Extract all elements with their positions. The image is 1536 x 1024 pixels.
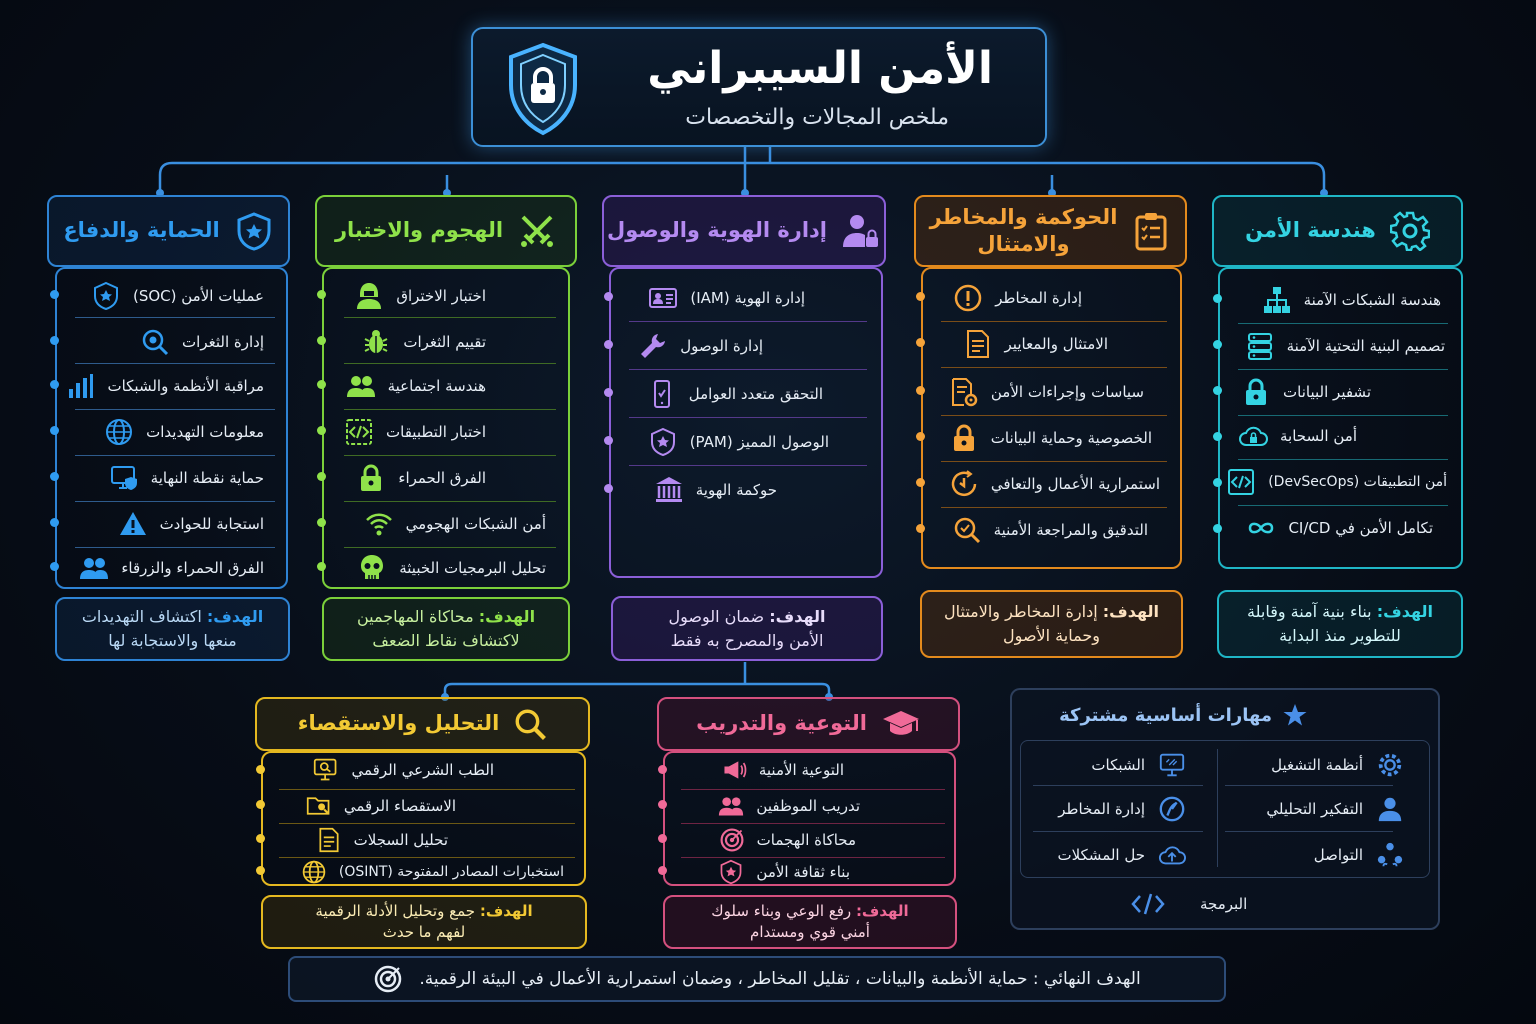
document-gear-icon (949, 377, 979, 407)
title-box (471, 27, 1047, 147)
document-icon (963, 329, 993, 359)
section-header-protection (47, 195, 290, 267)
target-icon (373, 964, 403, 994)
magnifier-icon (513, 707, 547, 741)
users-icon (718, 793, 744, 819)
list-item: التوعية الأمنية (721, 757, 844, 783)
section-header-engineering (1212, 195, 1463, 267)
section-header-identity (602, 195, 886, 267)
server-stack-icon (1245, 331, 1275, 361)
clipboard-checklist-icon (1131, 211, 1171, 251)
list-item: الوصول المميز (PAM) (648, 427, 829, 457)
cloud-upload-icon (1157, 841, 1187, 869)
list-item: محاكاة الهجمات (719, 827, 856, 853)
list-item: عمليات الأمن (SOC) (91, 281, 264, 311)
list-item: تشفير البيانات (1241, 377, 1371, 407)
section-list-protection (55, 267, 288, 589)
section-title-offense: الهجوم والاختبار (334, 218, 504, 243)
wifi-icon (364, 509, 394, 539)
goal-box-protection: الهدف: اكتشاف التهديدات منعها والاستجابة لها (55, 597, 290, 661)
list-item: تصميم البنية التحتية الآمنة (1245, 331, 1445, 361)
section-list-forensics (261, 751, 586, 886)
section-header-awareness (657, 697, 960, 751)
list-item: تحليل السجلات (316, 827, 448, 853)
user-icon (1375, 795, 1405, 823)
log-file-icon (316, 827, 342, 853)
list-item: بناء ثقافة الأمن (718, 859, 850, 885)
goal-box-identity: الهدف: ضمان الوصول الأمن والمصرح به فقط (611, 596, 883, 661)
folder-search-icon (306, 793, 332, 819)
magnifier-check-icon (952, 515, 982, 545)
code-brackets-icon (1130, 890, 1166, 918)
magnifier-bug-icon (140, 327, 170, 357)
list-item: الطب الشرعي الرقمي (313, 757, 494, 783)
list-item: إدارة المخاطر (953, 283, 1082, 313)
list-item: إدارة الهوية (IAM) (648, 283, 805, 313)
list-item: مراقبة الأنظمة والشبكات (65, 371, 264, 401)
section-title-governance: الحوكمة والمخاطر والامتثال (929, 204, 1118, 256)
skill-item: التواصل (1314, 841, 1405, 869)
bug-icon (361, 327, 391, 357)
lock-icon (356, 463, 386, 493)
goal-box-forensics: الهدف: جمع وتحليل الأدلة الرقمية لفهم ما حدث (261, 895, 587, 949)
crossed-swords-icon (517, 211, 557, 251)
megaphone-icon (721, 757, 747, 783)
skull-icon (357, 553, 387, 583)
monitor-search-icon (313, 757, 339, 783)
list-item: تكامل الأمن في CI/CD (1246, 513, 1433, 543)
users-icon (79, 553, 109, 583)
section-title-identity: إدارة الهوية والوصول (607, 218, 827, 243)
list-item: تدريب الموظفين (718, 793, 860, 819)
page-title: الأمن السيبراني (647, 43, 993, 94)
list-item: الامتثال والمعايير (963, 329, 1108, 359)
globe-icon (301, 859, 327, 885)
list-item: استخبارات المصادر المفتوحة (OSINT) (301, 859, 564, 885)
bar-chart-icon (65, 371, 95, 401)
code-icon (344, 417, 374, 447)
goal-box-engineering: الهدف: بناء بنية آمنة وقابلة للتطوير منذ البداية (1217, 590, 1463, 658)
list-item: الفرق الحمراء والزرقاء (79, 553, 264, 583)
list-item: الفرق الحمراء (356, 463, 486, 493)
lock-icon (949, 423, 979, 453)
shield-star-icon (234, 211, 274, 251)
institution-icon (654, 475, 684, 505)
section-list-governance (921, 267, 1182, 569)
skill-item: أنظمة التشغيل (1271, 751, 1405, 779)
goal-box-governance: الهدف: إدارة المخاطر والامتثال وحماية الأصول (920, 590, 1183, 658)
gear-icon (1375, 751, 1405, 779)
skills-title: مهارات أساسية مشتركة (1059, 702, 1308, 728)
list-item: أمن السحابة (1238, 421, 1357, 451)
list-item: تحليل البرمجيات الخبيثة (357, 553, 546, 583)
list-item: أمن التطبيقات (DevSecOps) (1226, 467, 1447, 497)
skill-item: إدارة المخاطر (1058, 795, 1187, 823)
list-item: استجابة للحوادث (118, 509, 264, 539)
goal-box-awareness: الهدف: رفع الوعي وبناء سلوك أمني قوي ومستدام (663, 895, 957, 949)
shield-star-icon (648, 427, 678, 457)
list-item: التدقيق والمراجعة الأمنية (952, 515, 1148, 545)
section-list-engineering (1218, 267, 1463, 569)
list-item: حماية نقطة النهاية (109, 463, 264, 493)
list-item: الخصوصية وحماية البيانات (949, 423, 1152, 453)
alert-circle-icon (953, 283, 983, 313)
hacker-icon (354, 281, 384, 311)
list-item: هندسة اجتماعية (346, 371, 486, 401)
skill-item: الشبكات (1091, 751, 1187, 779)
page-subtitle: ملخص المجالات والتخصصات (685, 105, 949, 130)
list-item: أمن الشبكات الهجومي (364, 509, 546, 539)
list-item: معلومات التهديدات (104, 417, 264, 447)
phone-check-icon (647, 379, 677, 409)
cloud-lock-icon (1238, 421, 1268, 451)
section-title-forensics: التحليل والاستقصاء (297, 711, 500, 736)
star-icon (1282, 702, 1308, 728)
gear-icon (1390, 211, 1430, 251)
monitor-shield-icon (109, 463, 139, 493)
graduation-cap-icon (881, 707, 921, 741)
list-item: حوكمة الهوية (654, 475, 777, 505)
globe-icon (104, 417, 134, 447)
recovery-clock-icon (949, 469, 979, 499)
list-item: هندسة الشبكات الآمنة (1262, 285, 1441, 315)
section-header-governance (914, 195, 1187, 267)
list-item: اختبار الاختراق (354, 281, 486, 311)
list-item: تقييم الثغرات (361, 327, 486, 357)
list-item: الاستقصاء الرقمي (306, 793, 456, 819)
list-item: إدارة الوصول (638, 331, 763, 361)
users-icon (346, 371, 376, 401)
shield-star-icon (91, 281, 121, 311)
section-title-awareness: التوعية والتدريب (696, 711, 867, 736)
section-list-offense (322, 267, 570, 589)
user-lock-icon (841, 211, 881, 251)
risk-gauge-icon (1157, 795, 1187, 823)
skill-item-programming: البرمجة (1130, 890, 1247, 918)
section-title-engineering: هندسة الأمن (1245, 218, 1376, 243)
list-item: التحقق متعدد العوامل (647, 379, 823, 409)
list-item: إدارة الثغرات (140, 327, 264, 357)
shield-lock-icon (503, 39, 583, 139)
warning-icon (118, 509, 148, 539)
section-title-protection: الحماية والدفاع (63, 218, 220, 243)
skill-item: التفكير التحليلي (1266, 795, 1405, 823)
final-goal-box (288, 956, 1226, 1002)
section-list-identity (609, 267, 883, 578)
target-icon (719, 827, 745, 853)
skills-grid (1020, 740, 1430, 878)
list-item: استمرارية الأعمال والتعافي (949, 469, 1160, 499)
final-goal-text: الهدف النهائي : حماية الأنظمة والبيانات ، تقليل المخاطر ، وضمان استمرارية الأعمال في البيئة الرقمية. (419, 969, 1141, 989)
list-item: اختبار التطبيقات (344, 417, 486, 447)
skill-item: حل المشكلات (1057, 841, 1187, 869)
infinity-icon (1246, 513, 1276, 543)
id-card-icon (648, 283, 678, 313)
code-window-icon (1226, 467, 1256, 497)
lock-icon (1241, 377, 1271, 407)
communication-icon (1375, 841, 1405, 869)
section-header-forensics (255, 697, 590, 751)
wrench-icon (638, 331, 668, 361)
network-tree-icon (1262, 285, 1292, 315)
goal-box-offense: الهدف: محاكاة المهاجمين لاكتشاف نقاط الضعف (322, 597, 570, 661)
section-list-awareness (663, 751, 956, 886)
section-header-offense (315, 195, 577, 267)
monitor-icon (1157, 751, 1187, 779)
shield-star-icon (718, 859, 744, 885)
list-item: سياسات وإجراءات الأمن (949, 377, 1144, 407)
